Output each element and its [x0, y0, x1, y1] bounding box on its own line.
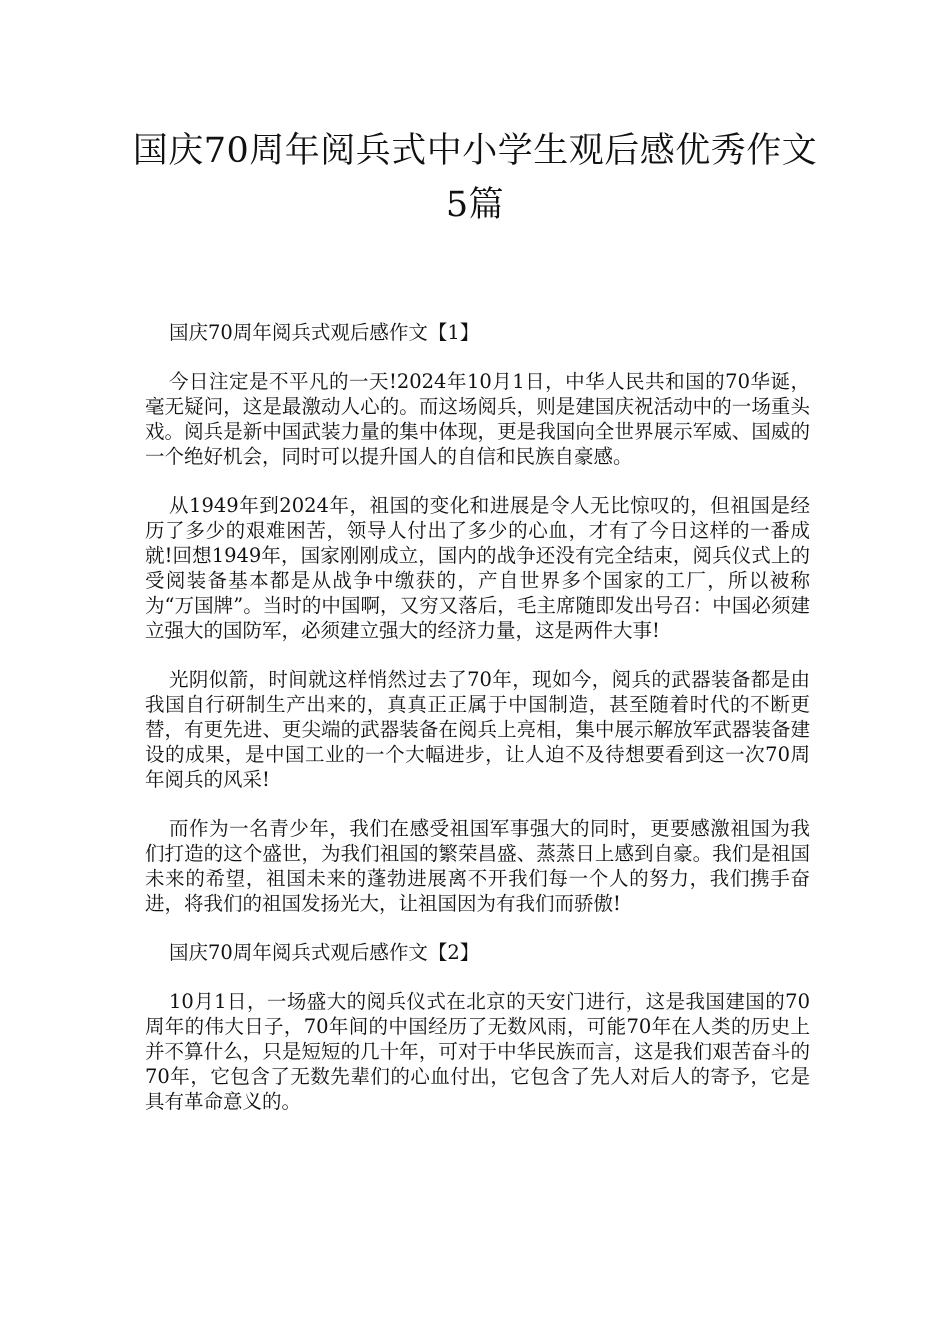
paragraph: 今日注定是不平凡的一天!2024年10月1日，中华人民共和国的70华诞，毫无疑问，这是最激动人心的。而这场阅兵，则是建国庆祝活动中的一场重头戏。阅兵是新中国武装力量的集中体现，更是我国向全世界展示军威、国威的一个绝好机会，同时可以提升国人的自信和民族自豪感。	[145, 370, 810, 468]
section-heading: 国庆70周年阅兵式观后感作文【2】	[169, 941, 480, 964]
paragraph: 从1949年到2024年，祖国的变化和进展是令人无比惊叹的，但祖国是经历了多少的艰难困苦，领导人付出了多少的心血，才有了今日这样的一番成就!回想1949年，国家刚刚成立，国内的战争还没有完全结束，阅兵仪式上的受阅装备基本都是从战争中缴获的，产自世界多个国家的工厂，所以被称为“万国牌”。当时的中国啊，又穷又落后，毛主席随即发出号召：中国必须建立强大的国防军，必须建立强大的经济力量，这是两件大事!	[145, 494, 810, 642]
paragraph: 10月1日，一场盛大的阅兵仪式在北京的天安门进行，这是我国建国的70周年的伟大日子，70年间的中国经历了无数风雨，可能70年在人类的历史上并不算什么，只是短短的几十年，可对于中华民族而言，这是我们艰苦奋斗的70年，它包含了无数先辈们的心血付出，它包含了先人对后人的寄予，它是具有革命意义的。	[145, 990, 810, 1113]
paragraph: 光阴似箭，时间就这样悄然过去了70年，现如今，阅兵的武器装备都是由我国自行研制生产出来的，真真正正属于中国制造，甚至随着时代的不断更替，有更先进、更尖端的武器装备在阅兵上亮相，集中展示解放军武器装备建设的成果，是中国工业的一个大幅进步，让人迫不及待想要看到这一次70周年阅兵的风采!	[145, 668, 810, 791]
section-1	[145, 320, 810, 916]
document-title: 国庆70周年阅兵式中小学生观后感优秀作文5篇	[132, 131, 818, 225]
section-2	[145, 940, 810, 1114]
paragraph: 而作为一名青少年，我们在感受祖国军事强大的同时，更要感激祖国为我们打造的这个盛世，为我们祖国的繁荣昌盛、蒸蒸日上感到自豪。我们是祖国未来的希望，祖国未来的蓬勃进展离不开我们每一个人的努力，我们携手奋进，将我们的祖国发扬光大，让祖国因为有我们而骄傲!	[145, 817, 810, 915]
document-body	[145, 320, 810, 1138]
section-heading: 国庆70周年阅兵式观后感作文【1】	[169, 321, 480, 344]
